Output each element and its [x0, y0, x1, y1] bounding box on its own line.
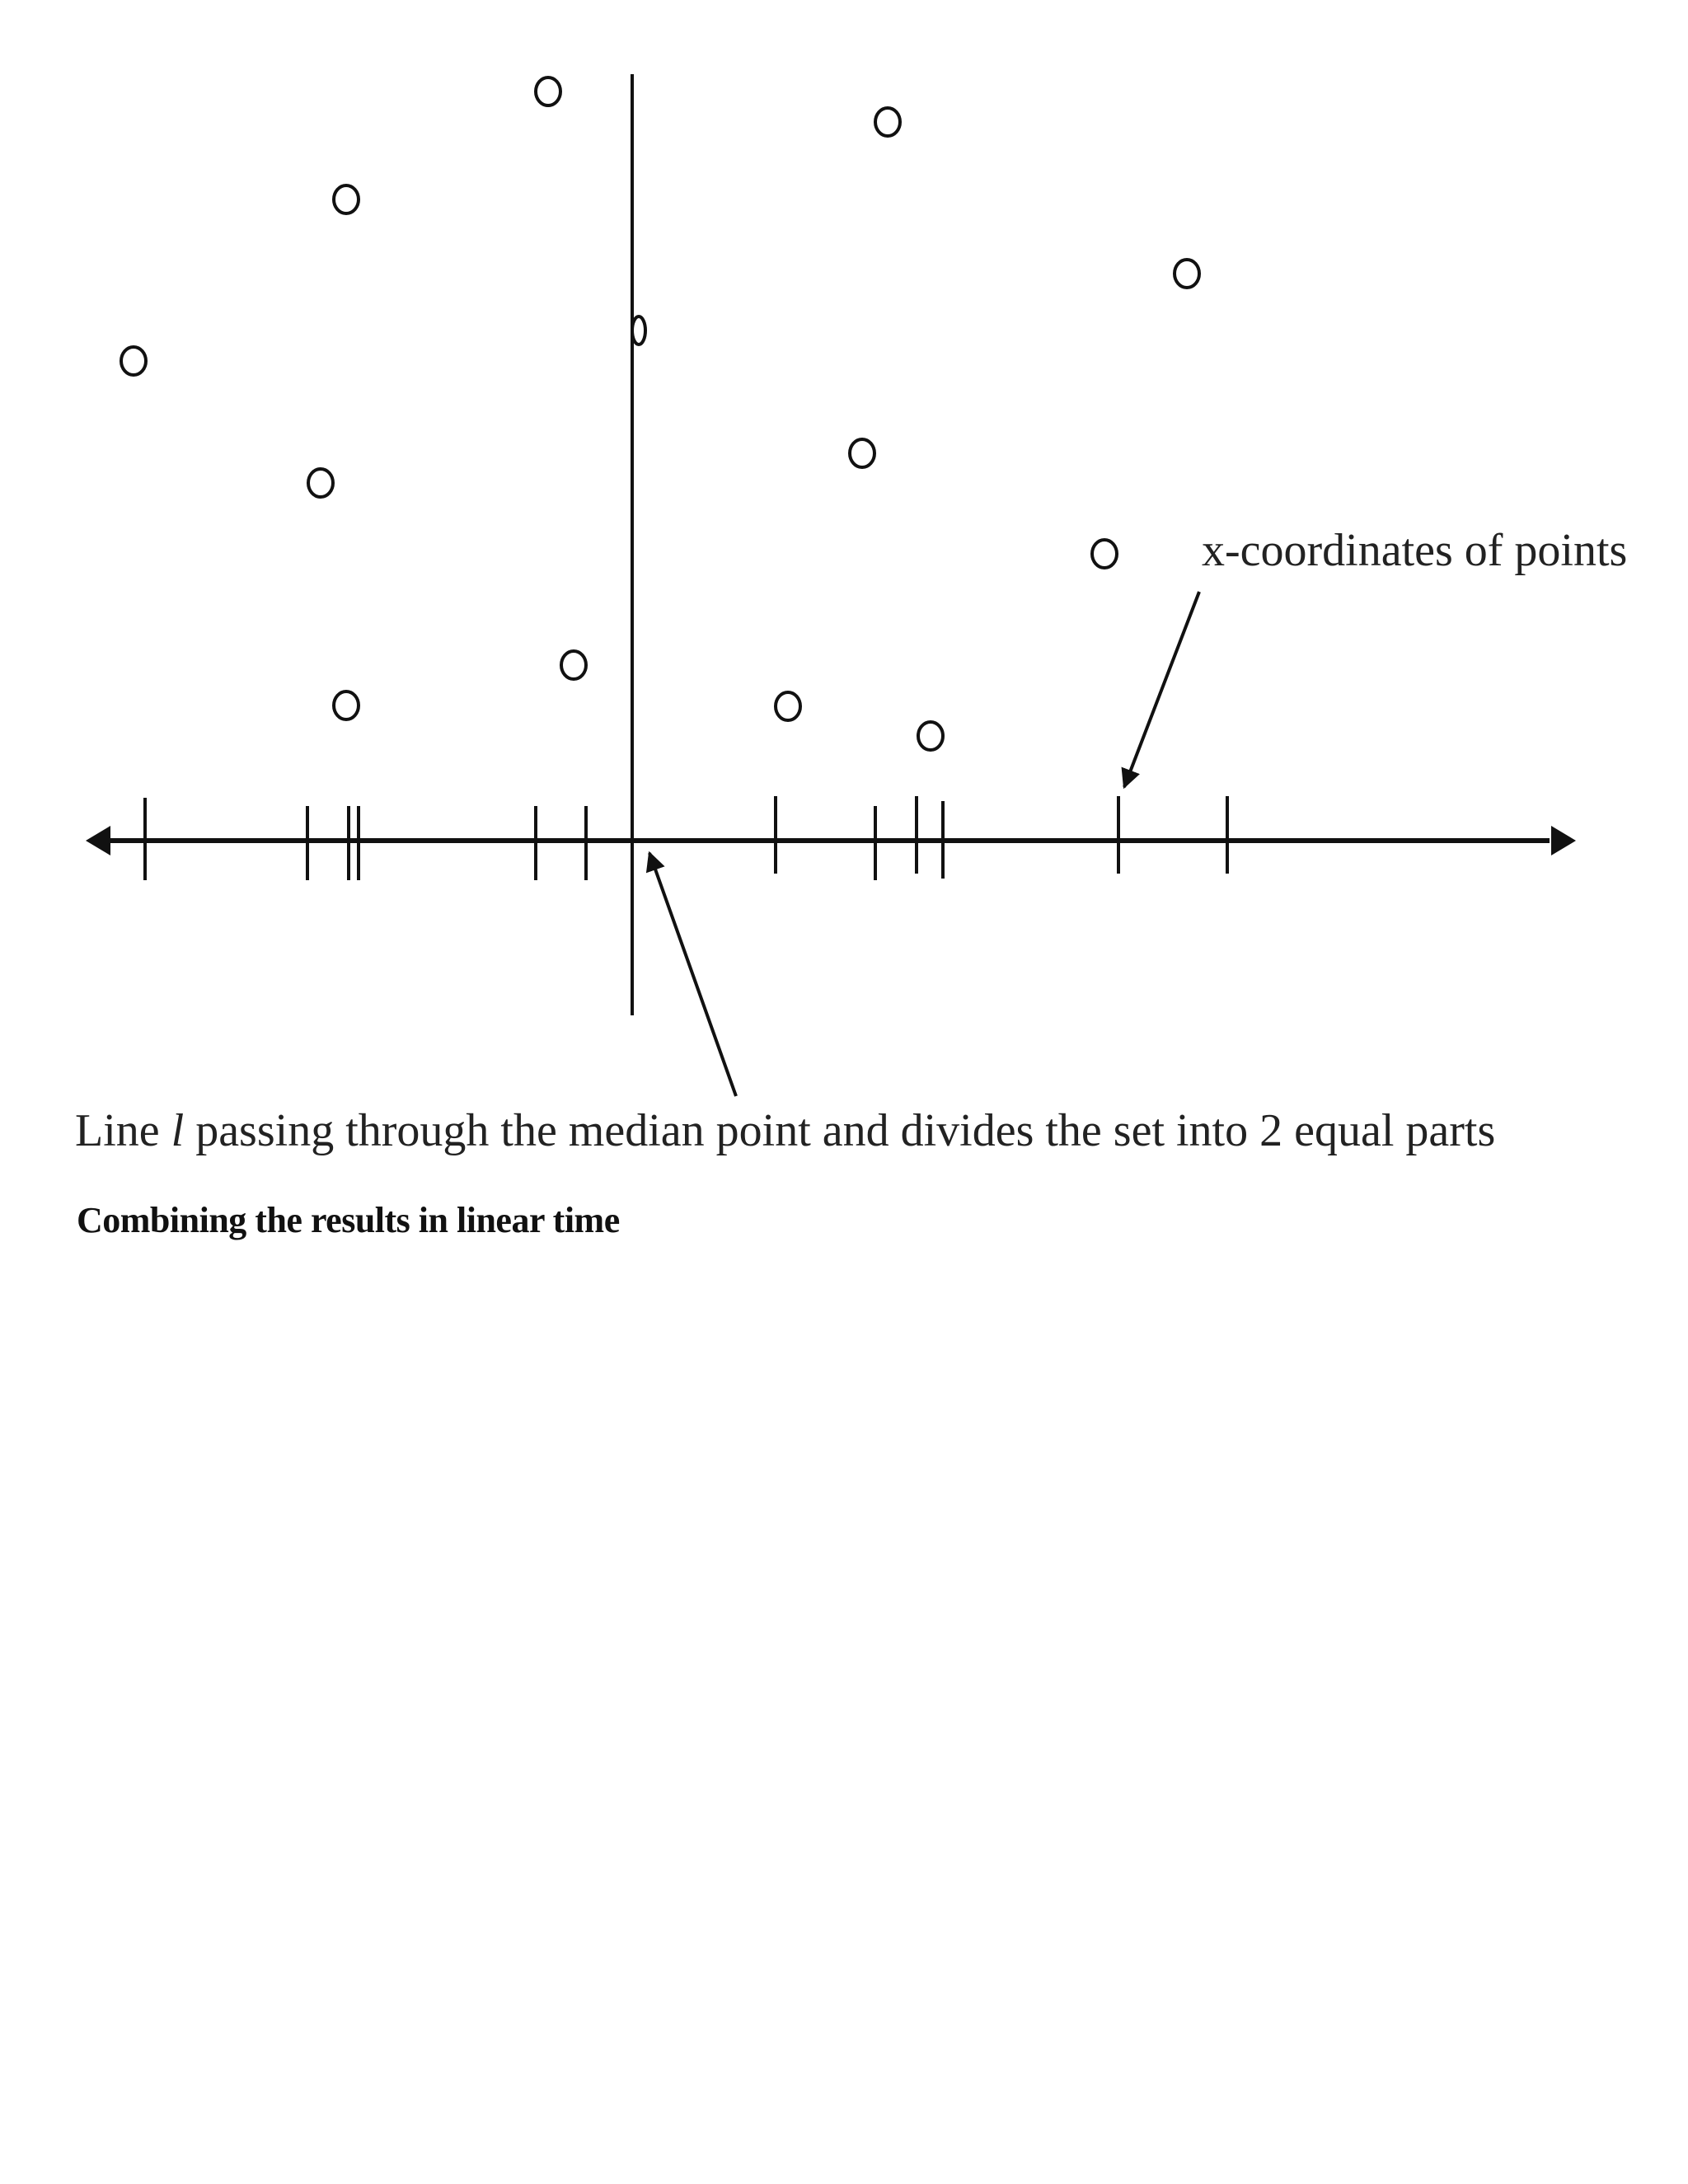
median-line-caption	[75, 1105, 1495, 1156]
xcoords-arrow	[1124, 592, 1199, 787]
xcoords-label: x-coordinates of points	[1202, 525, 1628, 576]
left-point-set	[121, 77, 645, 719]
point-marker	[334, 691, 359, 719]
point-marker	[561, 651, 586, 679]
point-marker	[536, 77, 560, 105]
x-axis-left-arrowhead	[86, 826, 110, 855]
point-marker	[850, 439, 874, 467]
point-marker	[121, 347, 146, 375]
median-arrow	[649, 853, 736, 1096]
point-marker	[308, 469, 333, 497]
x-axis-right-arrowhead	[1551, 826, 1576, 855]
median-point-marker	[632, 316, 645, 344]
section-heading: Combining the results in linear time	[77, 1200, 620, 1240]
point-marker	[776, 692, 800, 720]
point-marker	[334, 185, 359, 213]
median-caption-suffix: passing through the median point and divides the set into 2 equal parts	[184, 1105, 1496, 1156]
point-marker	[875, 108, 900, 136]
median-caption-variable: l	[171, 1105, 185, 1156]
point-marker	[918, 722, 943, 750]
right-point-set	[776, 108, 1199, 750]
point-marker	[1175, 260, 1199, 288]
point-marker	[1092, 540, 1117, 568]
median-caption-prefix: Line	[75, 1105, 171, 1156]
